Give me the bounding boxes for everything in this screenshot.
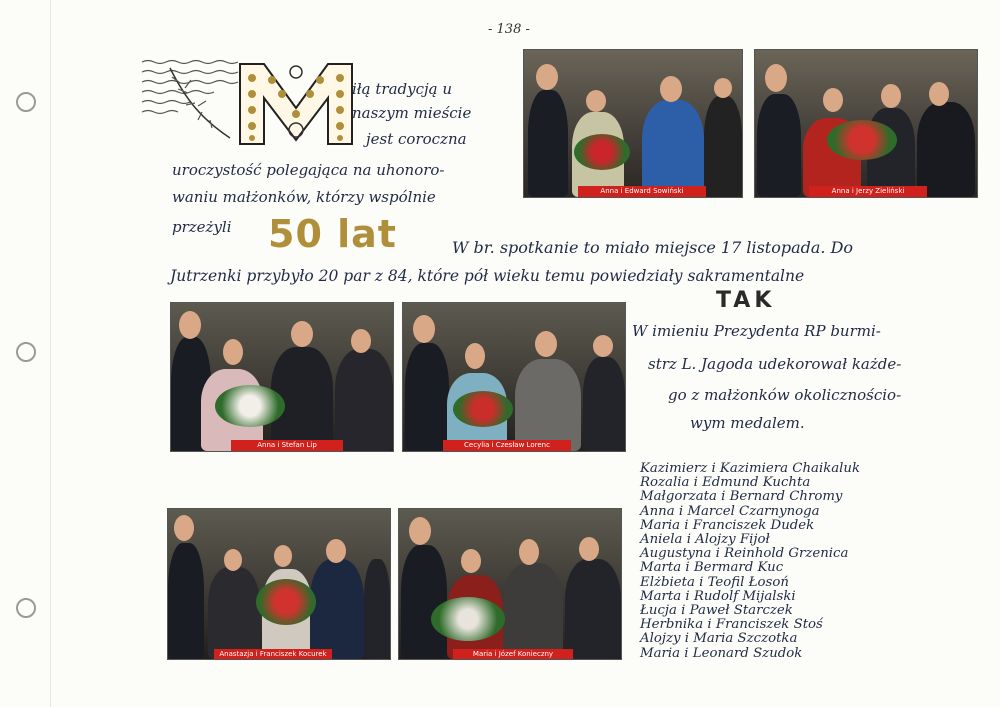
- intro-line: uroczystość polegająca na uhonoro-: [172, 161, 445, 179]
- intro-line: jest coroczna: [366, 130, 467, 148]
- medal-line: W imieniu Prezydenta RP burmi-: [632, 322, 881, 340]
- couples-list: [640, 462, 860, 661]
- couple-name: Herbnika i Franciszek Stoś: [640, 617, 823, 633]
- punch-hole: [16, 92, 36, 112]
- couple-name: Anna i Marcel Czarnynoga: [640, 503, 820, 519]
- medal-line: wym medalem.: [690, 414, 805, 432]
- photo-couple: [398, 508, 622, 660]
- page-number: - 138 -: [488, 22, 530, 37]
- photo-caption: Anna i Jerzy Zieliński: [809, 186, 927, 197]
- svg-text:M: M: [236, 58, 238, 59]
- fifty-years-heading: 50 lat: [268, 212, 397, 256]
- margin-line: [50, 0, 51, 707]
- photo-couple: [167, 508, 391, 660]
- couple-name: Maria i Franciszek Dudek: [640, 517, 815, 533]
- intro-line: waniu małżonków, którzy wspólnie: [172, 188, 436, 206]
- photo-couple: [754, 49, 978, 198]
- medal-line: go z małżonków okolicznościo-: [668, 386, 902, 404]
- punch-hole: [16, 598, 36, 618]
- couple-name: Alojzy i Maria Szczotka: [640, 631, 798, 647]
- couple-name: Marta i Rudolf Mijalski: [640, 588, 796, 604]
- plant-decoration-icon: [140, 58, 240, 148]
- tak-heading: TAK: [716, 288, 776, 313]
- couple-name: Maria i Leonard Szudok: [640, 645, 803, 661]
- intro-line: iłą tradycją u: [352, 80, 453, 98]
- couple-name: Kazimierz i Kazimiera Chaikaluk: [640, 461, 861, 476]
- punch-hole: [16, 342, 36, 362]
- couple-name: Augustyna i Reinhold Grzenica: [640, 546, 849, 562]
- body-line: Jutrzenki przybyło 20 par z 84, które pół wieku temu powiedziały sakramentalne: [170, 267, 805, 285]
- photo-caption: Cecylia i Czesław Lorenc: [443, 440, 571, 451]
- couple-name: Marta i Bermard Kuc: [640, 560, 784, 576]
- couple-name: Rozalia i Edmund Kuchta: [640, 475, 811, 491]
- photo-couple: [402, 302, 626, 452]
- photo-caption: Maria i Józef Konieczny: [453, 649, 573, 660]
- photo-couple: [170, 302, 394, 452]
- photo-couple: [523, 49, 743, 198]
- intro-line: naszym mieście: [352, 104, 472, 122]
- photo-caption: Anastazja i Franciszek Kocurek: [214, 649, 332, 660]
- couple-name: Aniela i Alojzy Fijoł: [640, 532, 770, 548]
- photo-caption: Anna i Stefan Lip: [231, 440, 343, 451]
- medal-line: strz L. Jagoda udekorował każde-: [648, 355, 902, 373]
- couple-name: Małgorzata i Bernard Chromy: [640, 489, 843, 505]
- couple-name: Elżbieta i Teofil Łosoń: [640, 574, 789, 590]
- intro-line: przeżyli: [172, 218, 232, 236]
- photo-caption: Anna i Edward Sowiński: [578, 186, 706, 197]
- ornate-initial-m: [236, 58, 356, 148]
- couple-name: Łucja i Paweł Starczek: [640, 603, 793, 619]
- body-line: W br. spotkanie to miało miejsce 17 listopada. Do: [452, 238, 854, 257]
